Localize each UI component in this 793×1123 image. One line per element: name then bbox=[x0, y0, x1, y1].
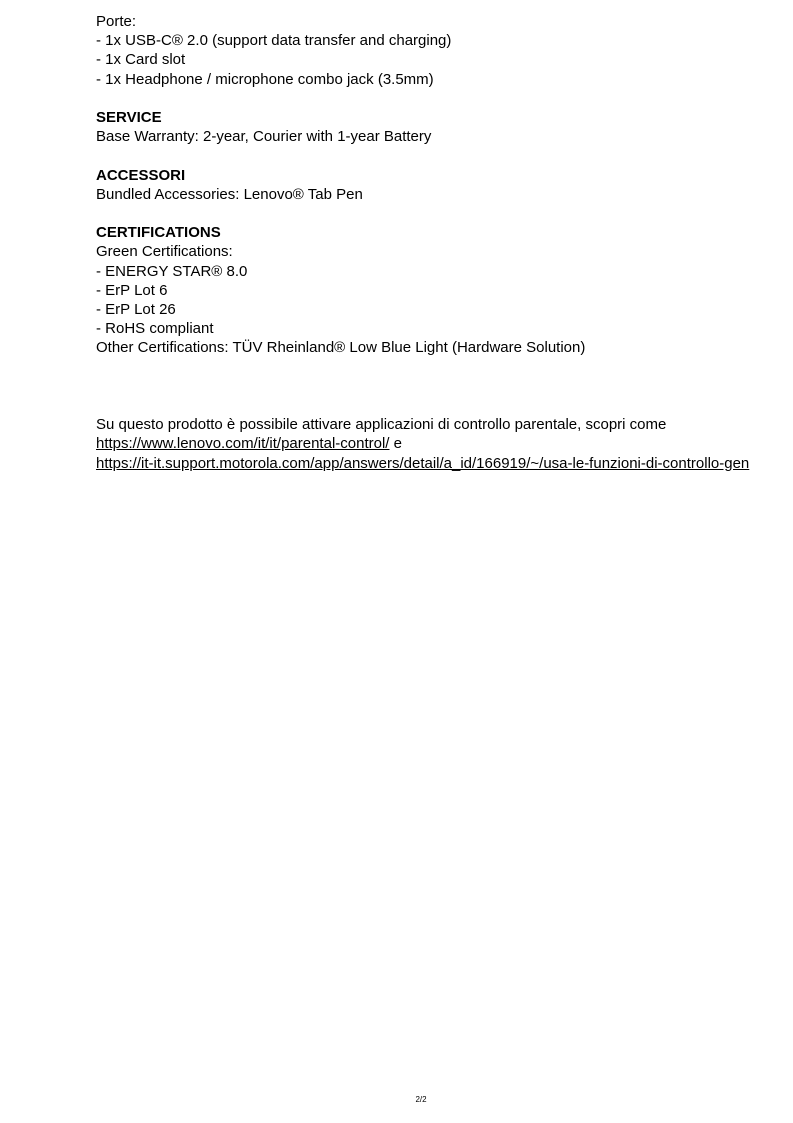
certification-item: - ErP Lot 6 bbox=[96, 281, 168, 299]
spacer bbox=[96, 204, 793, 223]
parental-control-line bbox=[96, 434, 793, 453]
spacer bbox=[96, 358, 793, 377]
certification-item: - RoHS compliant bbox=[96, 320, 214, 338]
lenovo-parental-control-link[interactable]: https://www.lenovo.com/it/it/parental-control/ bbox=[96, 435, 390, 453]
parental-control-intro: Su questo prodotto è possibile attivare applicazioni di controllo parentale, scopri come bbox=[96, 416, 667, 434]
spacer bbox=[96, 377, 793, 396]
spacer bbox=[96, 396, 793, 415]
certification-item: - ENERGY STAR® 8.0 bbox=[96, 262, 248, 280]
port-item: - 1x Card slot bbox=[96, 51, 186, 69]
port-item: - 1x Headphone / microphone combo jack (3.5mm) bbox=[96, 70, 434, 88]
other-certifications: Other Certifications: TÜV Rheinland® Low Blue Light (Hardware Solution) bbox=[96, 339, 586, 357]
service-text: Base Warranty: 2-year, Courier with 1-year Battery bbox=[96, 128, 432, 146]
spacer bbox=[96, 146, 793, 165]
ports-heading: Porte: bbox=[96, 13, 137, 30]
certifications-heading: CERTIFICATIONS bbox=[96, 224, 221, 242]
document-page bbox=[96, 12, 793, 473]
port-item: - 1x USB-C® 2.0 (support data transfer and charging) bbox=[96, 32, 452, 50]
page-number: 2/2 bbox=[415, 1095, 427, 1104]
link-connector: e bbox=[389, 435, 402, 453]
spacer bbox=[96, 89, 793, 108]
motorola-link-line bbox=[96, 454, 793, 473]
motorola-parental-control-link[interactable]: https://it-it.support.motorola.com/app/answers/detail/a_id/166919/~/usa-le-funzioni-di-controllo-gen bbox=[96, 454, 750, 472]
certification-item: - ErP Lot 26 bbox=[96, 301, 176, 318]
accessories-heading: ACCESSORI bbox=[96, 166, 186, 184]
accessories-text: Bundled Accessories: Lenovo® Tab Pen bbox=[96, 185, 363, 203]
service-heading: SERVICE bbox=[96, 109, 162, 126]
green-certifications-label: Green Certifications: bbox=[96, 243, 233, 261]
